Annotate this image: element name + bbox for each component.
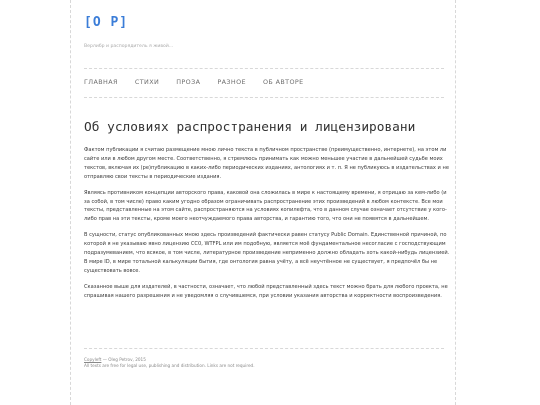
nav-item-prose[interactable]: ПРОЗА [176, 78, 201, 86]
nav-item-about[interactable]: ОБ АВТОРЕ [262, 78, 304, 86]
nav-item-misc[interactable]: РАЗНОЕ [217, 78, 246, 86]
page-title: Об условиях распространения и лицензировани [84, 120, 416, 135]
site-logo[interactable]: [O P] [84, 15, 129, 30]
copyleft-text: — Oleg Petrov, 2015 [101, 357, 146, 362]
page-container [70, 0, 456, 405]
paragraph: Сказанное выше для издателей, в частности, означает, что любой представленный здесь текст можно брать для любого проекта, не спрашивая нашего разрешения и не уведомляя о случившемся, при условии указания авторства и корректности воспроизведения. [84, 283, 448, 299]
divider [84, 348, 444, 349]
paragraph: В сущности, статус опубликованных мною здесь произведений фактически равен статусу Public Domain. Единственной причиной, по которой я не указываю явно лицензию CC0, WTFPL или им подобную, является моё фундаментальное несогласие с господствующим подразумеванием, что всякое, в том числе, литературное произведение неприменно должно обладать хоть какой-нибудь лицензией. В мире ID, в мире тотальной калькуляции бытия, где онтология равна учёту, а всё неучтённое не существует, я предпочёл бы не существовать вовсе. [84, 232, 450, 274]
copyleft-link[interactable]: Copyleft [84, 357, 102, 362]
nav-item-home[interactable]: ГЛАВНАЯ [84, 78, 118, 86]
article-body [84, 146, 453, 308]
paragraph: Являясь противником концепции авторского права, каковой она сложилась в мире к настоящему времени, я отрицаю за кем-либо (и за собой, в том числе) право каким угодно образом ограничивать распространение этих произведений в любом контексте. Все мои тексты, представленные на этом сайте, распространяются на условиях копилефта, что в данном случае означает отсутствие у кого-либо прав на эти тексты, кроме моего неотчуждаемого права авторства, и гарантию того, что они не появятся в дальнейшем. [84, 189, 447, 223]
nav-item-poems[interactable]: СТИХИ [134, 78, 160, 86]
divider [84, 97, 444, 98]
paragraph: Фактом публикации я считаю размещение мною лично текста в публичном пространстве (преимущественно, интернете), на этом ли сайте или в любом другом месте. Соответственно, я стремлюсь принимать как можно меньшее участие в дальнейшей судьбе моих текстов, включая их (ре)публикацию в каких-либо периодических изданиях, антологиях и т. п. Я не публикуюсь в издательствах и не отправляю свои тексты в периодические издания. [84, 147, 449, 180]
divider [84, 68, 444, 69]
footer [84, 357, 444, 369]
site-tagline: Верлибр и распорядитель я живой... [84, 44, 174, 49]
main-nav [84, 78, 444, 86]
footer-notice: All texts are free for legal use, publishing and distribution. Links are not required. [84, 363, 255, 368]
